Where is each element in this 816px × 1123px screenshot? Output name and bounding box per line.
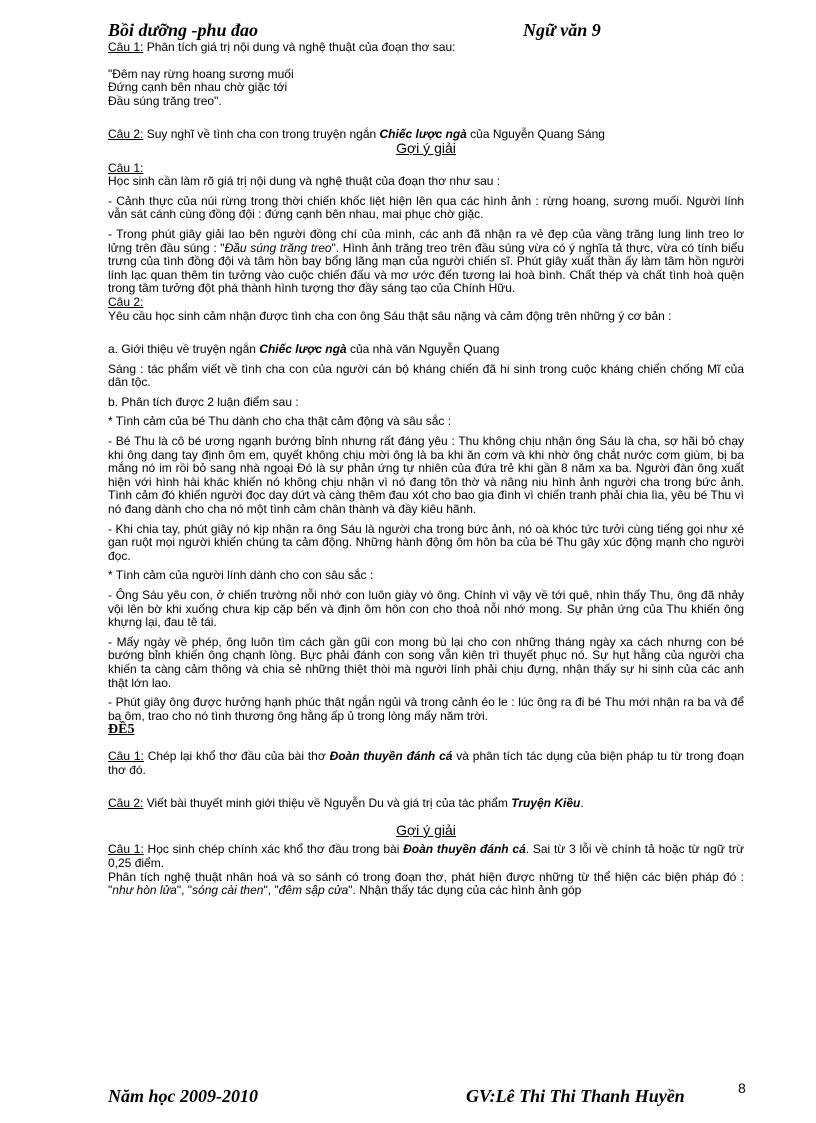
q2-text-b: của Nguyễn Quang Sáng <box>466 127 605 142</box>
answer-2-intro: Yêu cầu học sinh cảm nhận được tình cha con ông Sáu thật sâu nặng và cảm động trên những ý cơ bản : <box>108 308 672 323</box>
document-body <box>108 41 744 898</box>
de5-a1-quote-1: như hòn lửa <box>112 883 177 898</box>
poem-line-2: Đứng cạnh bên nhau chờ giặc tới <box>108 80 288 95</box>
answer-2-a-post: của nhà văn Nguyễn Quang <box>346 342 500 357</box>
de5-q2-label: Câu 2: <box>108 796 144 811</box>
answer-2-b: b. Phân tích được 2 luận điểm sau : <box>108 394 299 409</box>
q2-label: Câu 2: <box>108 127 144 142</box>
de5-a1-quote-3: đêm sập cửa <box>278 883 349 898</box>
de5-answer-1 <box>108 843 744 870</box>
answer-2-b1-para-1: - Bé Thu là cô bé ương ngạnh bướng bỉnh nhưng rất đáng yêu : Thu không chịu nhận ông Sáu là cha, sợ hãi bỏ chạy khi ông dang tay định ôm em, quyết không chịu mời ông là ba khi ăn cơm và khi nhờ ông chắt nước cơm giùm, bị ba mắng nó im rồi bỏ sang nhà ngoại Đó là sự phản ứng tự nhiên của đứa trẻ khi gần 8 năm xa ba. Người đàn ông xuất hiện với hình hài khác khiến nó không chịu nhận vì nó đang tôn thờ và nâng niu hình ảnh người cha trong bức ảnh. Tình cảm đó khiến người đọc day dứt và càng thêm đau xót cho bao gia đình vì chiến tranh phải chia lìa, yêu bé Thu vì nó đang dành cho cha nó một tình cảm chân thành và đầy kiêu hãnh. <box>108 434 744 517</box>
de5-title: ĐỀ5 <box>108 722 135 738</box>
hint-title-1: Gợi ý giải <box>396 139 456 156</box>
de5-q2-title: Truyện Kiều <box>511 796 581 811</box>
de5-q2-post: . <box>580 796 584 811</box>
de5-q1-title: Đoàn thuyền đánh cá <box>329 748 453 763</box>
answer-1-para-1: - Cảnh thực của núi rừng trong thời chiến khốc liệt hiện lên qua các hình ảnh : rừng hoang, sương muối. Người lính vẫn sát cánh cùng đồng đội : đứng cạnh bên nhau, mai phục chờ giặc. <box>108 193 744 222</box>
poem-line-3: Đầu súng trăng treo". <box>108 93 222 108</box>
de5-question-1 <box>108 750 744 777</box>
answer-1-para-2a: - Trong phút giây giải lao bên người đồng chí của mình, các anh đã nhận ra vẻ đẹp của vầng trăng lung linh treo lơ lửng trên đầu súng : " <box>108 226 744 255</box>
de5-a1-label: Câu 1: <box>108 842 144 857</box>
q1-text: Phân tích giá trị nội dung và nghệ thuật của đoạn thơ sau: <box>143 40 456 54</box>
de5-a1-pre: Học sinh chép chính xác khổ thơ đầu trong bài <box>143 842 404 857</box>
answer-1-para-2b: ". Hình ảnh trăng treo trên đầu súng vừa có ý nghĩa tả thực, vừa có tính biểu trưng của tình đồng đội và tâm hồn bay bổng lãng mạn của người chiến sĩ. Phút giây xuất thần ấy làm tâm hồn người lính lạc quan thêm tin tưởng vào cuộc chiến đấu và mơ ước đến tương lai hoà bình. Chất thép và chất tình hoà quện trong tâm tưởng đột phá thành hình tượng thơ đầy sáng tạo của Chính Hữu. <box>108 240 744 296</box>
de5-question-2 <box>108 797 744 811</box>
de5-a1-sep-1: ", " <box>176 883 193 898</box>
answer-2-a-title: Chiếc lược ngà <box>259 342 347 357</box>
answer-2-b1: * Tình cảm của bé Thu dành cho cha thật cảm động và sâu sắc : <box>108 414 452 429</box>
answer-1-label: Câu 1: <box>108 160 144 175</box>
answer-2-a <box>108 343 744 357</box>
q2-text-a: Suy nghĩ về tình cha con trong truyện ngắn <box>143 127 380 142</box>
de5-q1-pre: Chép lại khổ thơ đầu của bài thơ <box>143 748 330 763</box>
footer-right: GV:Lê Thi Thi Thanh Huyền <box>466 1086 685 1106</box>
answer-2-b2-para-2: - Mấy ngày về phép, ông luôn tìm cách gần gũi con mong bù lại cho con những tháng ngày xa cách nhưng con bé bướng bỉnh khiến ông chạnh lòng. Bực phải đánh con song vẫn kiên trì thuyết phục nó. Sự hụt hẫng của người cha khiến ta càng cảm thông và chia sẻ những thiệt thòi mà người lính phải chịu đựng, nhận thấy sự hi sinh của các anh thật lớn lao. <box>108 634 744 690</box>
page-number: 8 <box>738 1080 746 1096</box>
answer-2-b2: * Tình cảm của người lính dành cho con sâu sắc : <box>108 568 374 583</box>
answer-2-label: Câu 2: <box>108 294 144 309</box>
de5-a1-post: . Sai từ 3 lỗi về chính tả hoặc từ ngữ trừ 0,25 điểm. <box>108 842 744 870</box>
poem-line-1: "Đêm nay rừng hoang sương muối <box>108 66 294 81</box>
answer-1-quote: Đầu súng trăng treo <box>224 240 332 255</box>
answer-1-para-2 <box>108 228 744 296</box>
header-left: Bồi dưỡng -phu đao <box>108 20 258 40</box>
answer-2-a-pre: a. Giới thiệu về truyện ngắn <box>108 342 260 357</box>
de5-q2-pre: Viết bài thuyết minh giới thiệu về Nguyễn Du và giá trị của tác phẩm <box>143 796 512 811</box>
de5-answer-1-para-2 <box>108 871 744 898</box>
de5-q1-post: và phân tích tác dụng của biện pháp tu từ trong đoạn thơ đó. <box>108 748 745 777</box>
answer-2-b2-para-3: - Phút giây ông được hưởng hạnh phúc thật ngắn ngủi và trong cảnh éo le : lúc ông ra đi bé Thu mới nhận ra ba và để ba ôm, trao cho nó tình thương ông hằng ấp ủ trong lòng mấy năm trời. <box>108 695 744 723</box>
hint-title-2: Gợi ý giải <box>396 821 456 838</box>
de5-a1-title: Đoàn thuyền đánh cá <box>403 842 526 857</box>
de5-q1-label: Câu 1: <box>108 748 144 763</box>
de5-a1-p2-pre: Phân tích nghệ thuật nhân hoá và so sánh có trong đoạn thơ, phát hiện được những từ thể hiện các biện pháp đó : " <box>108 869 744 898</box>
header-right: Ngữ văn 9 <box>523 20 601 40</box>
answer-2-b2-para-1: - Ông Sáu yêu con, ở chiến trường nỗi nhớ con luôn giày vò ông. Chính vì vậy về tới quê, nhìn thấy Thu, ông đã nhảy vội lên bờ khi xuống chưa kịp cặp bến và định ôm hôn con cho thoả nỗi nhớ mong. Sự phản ứng của Thu khiến ông khựng lại, đau tê tái. <box>108 588 744 630</box>
answer-2-a-cont: Sáng : tác phẩm viết về tình cha con của người cán bộ kháng chiến đã hi sinh trong cuộc kháng chiến chống Mĩ của dân tộc. <box>108 361 744 390</box>
answer-2-b1-para-2: - Khi chia tay, phút giây nó kịp nhận ra ông Sáu là người cha trong bức ảnh, nó oà khóc tức tưởi cùng tiếng gọi như xé gan ruột mọi người khiến chúng ta cảm động. Những hành động ôm hôn ba của bé Thu gây xúc động mạnh cho người đọc. <box>108 521 744 563</box>
de5-a1-quote-2: sóng cài then <box>192 883 264 898</box>
q2-title: Chiếc lược ngà <box>379 127 467 142</box>
q1-label: Câu 1: <box>108 40 144 54</box>
answer-1-intro: Học sinh cần làm rõ giá trị nội dung và nghệ thuật của đoạn thơ như sau : <box>108 174 501 189</box>
de5-a1-p2-post: ". Nhận thấy tác dụng của các hình ảnh góp <box>348 883 582 898</box>
de4-question-1 <box>108 41 744 55</box>
de5-a1-sep-2: ", " <box>263 883 279 898</box>
footer-left: Năm học 2009-2010 <box>108 1086 258 1106</box>
